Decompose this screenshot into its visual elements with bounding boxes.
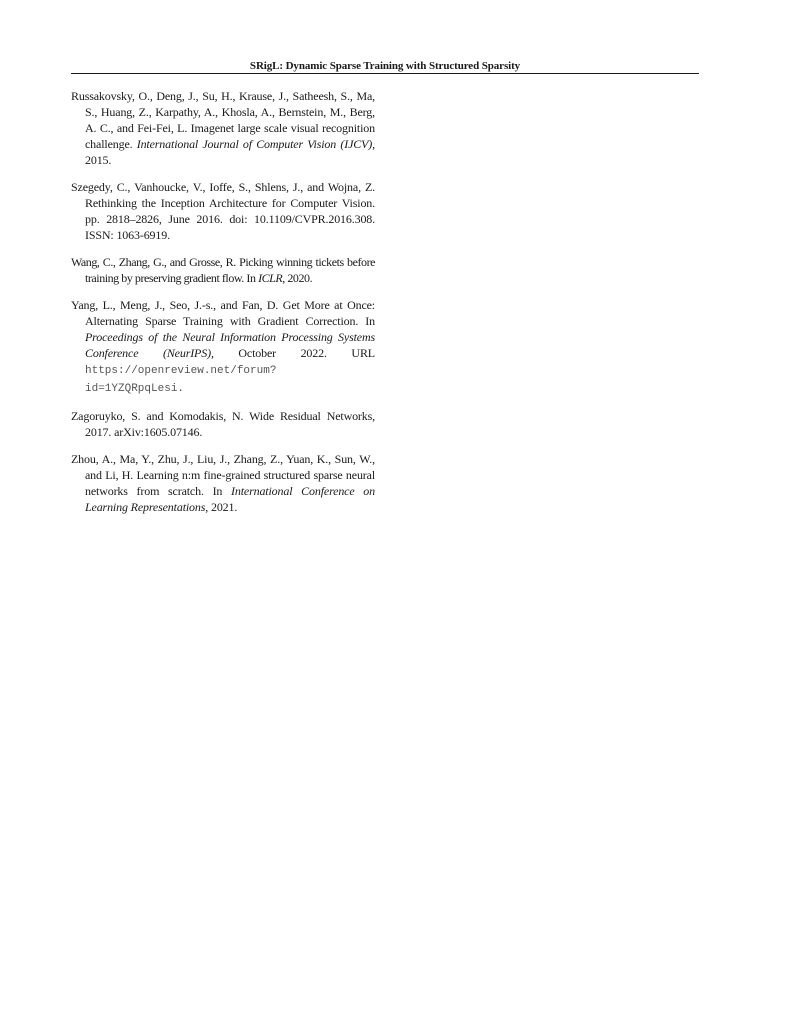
reference-text: Zhou, A., Ma, Y., Zhu, J., Liu, J., Zhang, Z., Yuan, K., Sun, W., and Li, H. Learning n:m fine-grained structured sparse neural networks from scratch. In — [71, 452, 375, 498]
reference-venue: ICLR — [258, 271, 283, 285]
reference-text: , 2021. — [205, 500, 238, 514]
reference-url-link[interactable]: https://openreview.net/forum?id=1YZQRpqLesi. — [85, 365, 277, 395]
reference-text: Zagoruyko, S. and Komodakis, N. Wide Residual Networks, 2017. arXiv:1605.07146. — [71, 409, 375, 439]
reference-text: , 2015. — [85, 137, 375, 167]
reference-yang-2022 — [71, 297, 375, 397]
reference-venue: International Conference on Learning Representations — [85, 484, 375, 514]
reference-russakovsky-2015 — [71, 88, 375, 168]
reference-wang-2020 — [71, 254, 375, 286]
reference-text: Yang, L., Meng, J., Seo, J.-s., and Fan, D. Get More at Once: Alternating Sparse Training with Gradient Correction. In — [71, 298, 375, 328]
reference-text: , 2020. — [282, 271, 313, 285]
reference-venue: International Journal of Computer Vision (IJCV) — [136, 137, 373, 151]
header-rule — [71, 73, 699, 74]
reference-text: , October 2022. URL — [210, 346, 375, 360]
reference-szegedy-2016 — [71, 179, 375, 243]
running-header: SRigL: Dynamic Sparse Training with Structured Sparsity — [249, 60, 521, 72]
reference-text: Szegedy, C., Vanhoucke, V., Ioffe, S., Shlens, J., and Wojna, Z. Rethinking the Inception Architecture for Computer Vision. pp. 2818–2826, June 2016. doi: 10.1109/CVPR.2016.308. ISSN: 1063-6919. — [71, 180, 375, 242]
reference-text: Russakovsky, O., Deng, J., Su, H., Krause, J., Satheesh, S., Ma, S., Huang, Z., Karpathy, A., Khosla, A., Bernstein, M., Berg, A. C., and Fei-Fei, L. Imagenet large scale visual recognition challenge. — [71, 89, 375, 151]
reference-text: Wang, C., Zhang, G., and Grosse, R. Picking winning tickets before training by preserving gradient flow. In — [71, 255, 375, 285]
reference-zhou-2021 — [71, 451, 375, 515]
reference-list — [71, 88, 375, 526]
reference-zagoruyko-2017 — [71, 408, 375, 440]
reference-venue: Proceedings of the Neural Information Processing Systems Conference (NeurIPS) — [85, 330, 375, 360]
